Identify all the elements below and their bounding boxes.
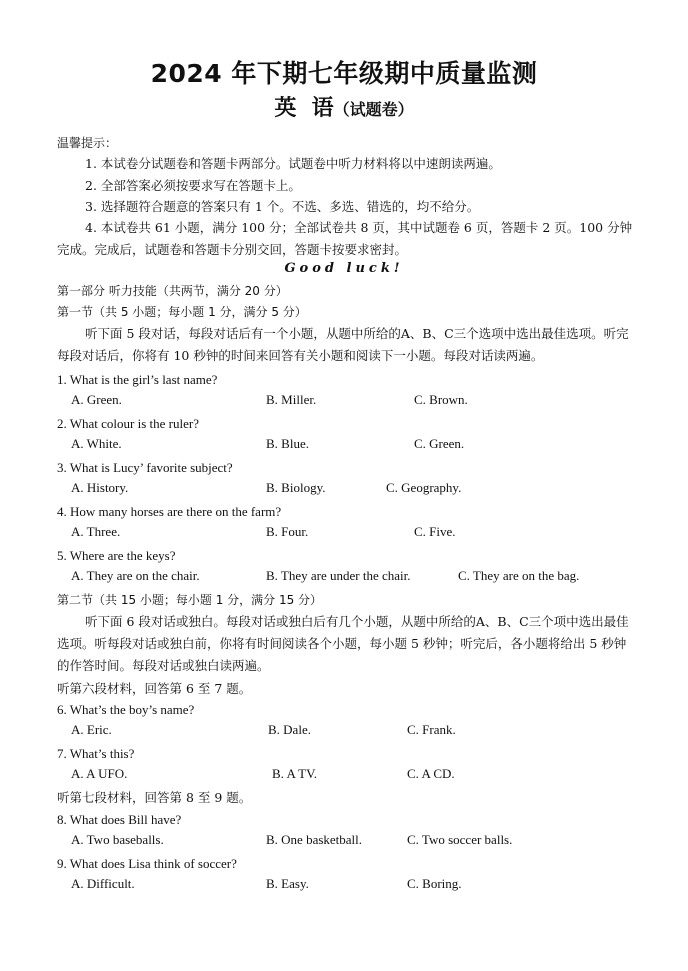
option-c: C. Geography. xyxy=(386,480,462,495)
option-b: B. A TV. xyxy=(272,766,318,781)
option-a: A. History. xyxy=(71,480,129,495)
option-c: C. Green. xyxy=(414,436,465,451)
option-a: A. White. xyxy=(71,436,122,451)
material-note: 听第七段材料，回答第 8 至 9 题。 xyxy=(57,790,252,805)
option-b: B. Dale. xyxy=(268,722,311,737)
option-b: B. Blue. xyxy=(266,436,309,451)
option-a: A. They are on the chair. xyxy=(71,568,200,583)
question: 1. What is the girl’s last name? xyxy=(57,372,218,387)
exam-title: 2024 年下期七年级期中质量监测 xyxy=(150,59,538,88)
option-a: A. Green. xyxy=(71,392,122,407)
option-b: B. Miller. xyxy=(266,392,317,407)
tip-item: 2. 全部答案必须按要求写在答题卡上。 xyxy=(85,178,301,193)
option-b: B. Biology. xyxy=(266,480,326,495)
section2-instruction: 听下面 6 段对话或独白。每段对话或独白后有几个小题，从题中所给的A、B、C三个项中选出最佳选项。听每段对话或独白前，你将有时间阅读各个小题，每小题 5 秒钟；听完后，各小题将给出 5 秒钟的作答时间。每段对话或独白读两遍。 xyxy=(57,614,629,673)
option-c: C. Frank. xyxy=(407,722,456,737)
question: 8. What does Bill have? xyxy=(57,812,182,827)
option-a: A. Eric. xyxy=(71,722,112,737)
section1-instruction: 听下面 5 段对话，每段对话后有一个小题，从题中所给的A、B、C三个选项中选出最佳选项。听完每段对话后，你将有 10 秒钟的时间来回答有关小题和阅读下一小题。每段对话读两遍。 xyxy=(57,326,629,363)
option-a: A. A UFO. xyxy=(71,766,128,781)
question: 7. What’s this? xyxy=(57,746,135,761)
option-c: C. Brown. xyxy=(414,392,468,407)
option-c: C. Two soccer balls. xyxy=(407,832,513,847)
option-c: C. Boring. xyxy=(407,876,462,891)
subject-title xyxy=(0,91,688,122)
question: 6. What’s the boy’s name? xyxy=(57,702,195,717)
tips-heading: 温馨提示： xyxy=(57,136,118,150)
section1-heading: 第一节（共 5 小题；每小题 1 分，满分 5 分） xyxy=(57,305,307,319)
question: 9. What does Lisa think of soccer? xyxy=(57,856,237,871)
material-note: 听第六段材料，回答第 6 至 7 题。 xyxy=(57,681,252,696)
question: 4. How many horses are there on the farm? xyxy=(57,504,282,519)
tip-item: 4. 本试卷共 61 小题，满分 100 分；全部试卷共 8 页，其中试题卷 6 页，答题卡 2 页。100 分钟完成。完成后，试题卷和答题卡分别交回，答题卡按要求密封。 xyxy=(57,220,633,257)
part1-heading: 第一部分 听力技能（共两节，满分 20 分） xyxy=(57,284,288,298)
option-a: A. Two baseballs. xyxy=(71,832,164,847)
option-b: B. They are under the chair. xyxy=(266,568,411,583)
good-luck-text: Good luck! xyxy=(284,261,404,276)
option-c: C. They are on the bag. xyxy=(458,568,580,583)
option-c: C. Five. xyxy=(414,524,456,539)
option-a: A. Difficult. xyxy=(71,876,135,891)
question: 3. What is Lucy’ favorite subject? xyxy=(57,460,233,475)
tip-item: 3. 选择题符合题意的答案只有 1 个。不选、多选、错选的，均不给分。 xyxy=(85,199,480,214)
subject-name: 英 语 xyxy=(274,96,334,121)
option-b: B. Four. xyxy=(266,524,309,539)
option-b: B. One basketball. xyxy=(266,832,363,847)
tip-item: 1. 本试卷分试题卷和答题卡两部分。试题卷中听力材料将以中速朗读两遍。 xyxy=(85,156,501,171)
option-c: C. A CD. xyxy=(407,766,455,781)
question: 2. What colour is the ruler? xyxy=(57,416,199,431)
question: 5. Where are the keys? xyxy=(57,548,176,563)
option-b: B. Easy. xyxy=(266,876,309,891)
option-a: A. Three. xyxy=(71,524,121,539)
subject-note: （试题卷） xyxy=(333,100,414,119)
section2-heading: 第二节（共 15 小题；每小题 1 分，满分 15 分） xyxy=(57,593,323,607)
